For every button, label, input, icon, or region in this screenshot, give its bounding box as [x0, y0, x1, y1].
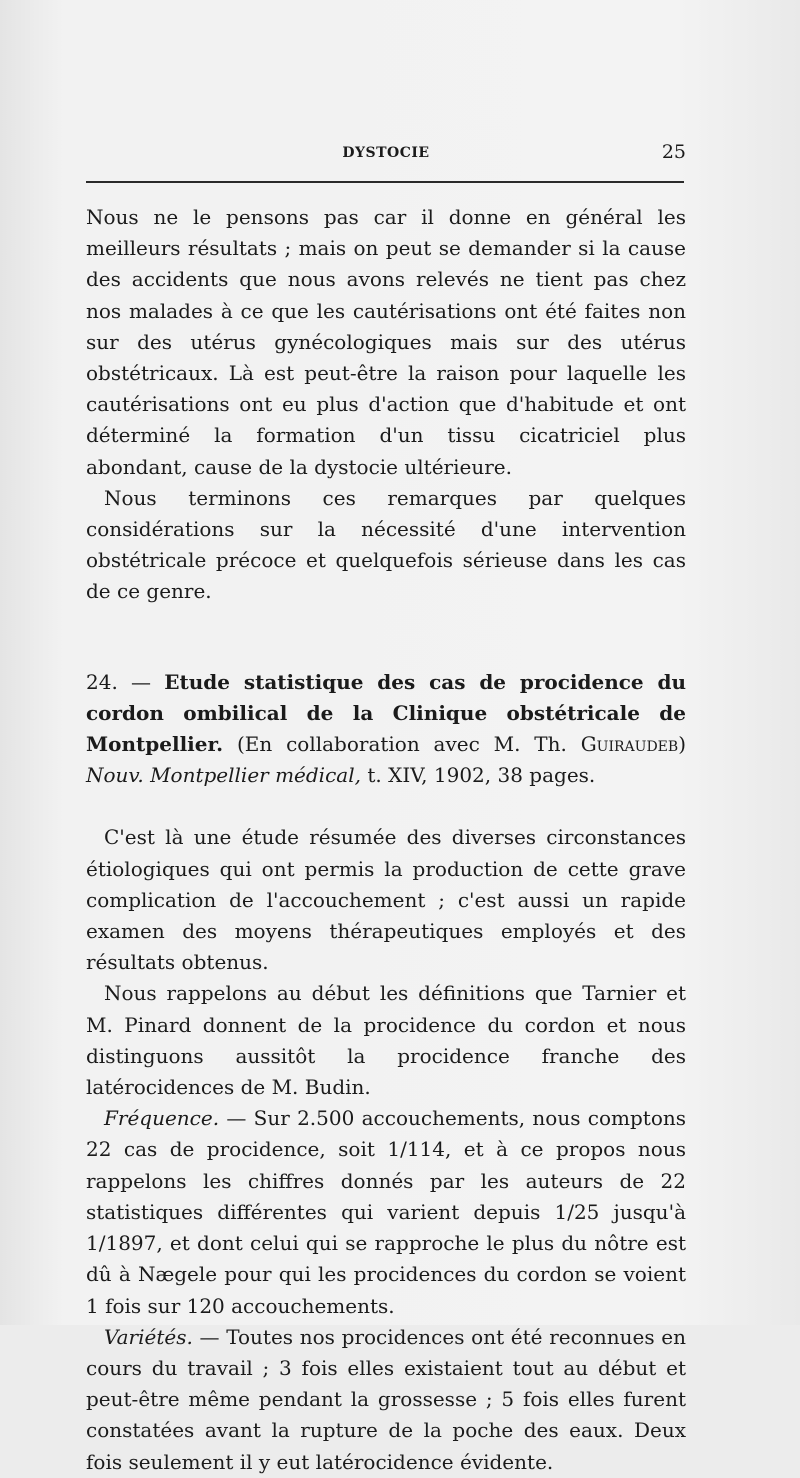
paragraph-conclusion: Nous terminons ces remarques par quelques considérations sur la nécessité d'une intervention obstétricale précoce et quelquefois sérieuse dans les cas de ce genre.: [86, 485, 686, 604]
paragraph-varietes: [86, 1322, 686, 1478]
entry-journal: Nouv. Montpellier médical,: [86, 763, 361, 788]
entry-details: t. XIV, 1902, 38 pages.: [367, 763, 596, 788]
page-body: [86, 202, 686, 1478]
entry-author: Guiraudeb: [580, 732, 679, 757]
bibliography-entry: [86, 667, 686, 792]
paragraph-frequence: [86, 1103, 686, 1321]
entry-title: Etude statistique des cas de procidence du cordon ombilical de la Clinique obstétricale de Montpellier.: [86, 669, 686, 757]
running-title: DYSTOCIE: [342, 145, 430, 161]
page-number: 25: [661, 141, 686, 163]
entry-number: 24. —: [86, 669, 152, 694]
entry-ref-open: (En collaboration avec M. Th.: [236, 732, 567, 757]
varietes-label: Variétés.: [104, 1324, 193, 1349]
paragraph-continuation: Nous ne le pensons pas car il donne en général les meilleurs résultats ; mais on peut se demander si la cause des accidents que nous avons relevés ne tient pas chez nos malades à ce que les cautérisations ont été faites non sur des utérus gynécologiques mais sur des utérus obstétricaux. Là est peut-être la raison pour laquelle les cautérisations ont eu plus d'action que d'habitude et ont déterminé la formation d'un tissu cicatriciel plus abondant, cause de la dystocie ultérieure.: [86, 205, 686, 479]
frequence-label: Fréquence.: [104, 1106, 220, 1131]
header-rule: [86, 181, 684, 183]
paragraph-definitions: Nous rappelons au début les définitions que Tarnier et M. Pinard donnent de la procidence du cordon et nous distinguons aussitôt la procidence franche des latérocidences de M. Budin.: [86, 981, 686, 1100]
frequence-text: — Sur 2.500 accouchements, nous comptons 22 cas de procidence, soit 1/114, et à ce propos nous rappelons les chiffres donnés par les auteurs de 22 statistiques différentes qui varient depuis 1/25 jusqu'à 1/1897, et dont celui qui se rapproche le plus du nôtre est dû à Nægele pour qui les procidences du cordon se voient 1 fois sur 120 accouchements.: [86, 1106, 687, 1318]
running-head: [86, 141, 686, 171]
varietes-text: — Toutes nos procidences ont été reconnues en cours du travail ; 3 fois elles existaient tout au début et peut-être même pendant la grossesse ; 5 fois elles furent constatées avant la rupture de la poche des eaux. Deux fois seulement il y eut latérocidence évidente.: [86, 1324, 687, 1474]
paragraph-summary: C'est là une étude résumée des diverses circonstances étiologiques qui ont permis la production de cette grave complication de l'accouchement ; c'est aussi un rapide examen des moyens thérapeutiques employés et des résultats obtenus.: [86, 825, 686, 975]
entry-ref-close: ): [678, 732, 687, 757]
